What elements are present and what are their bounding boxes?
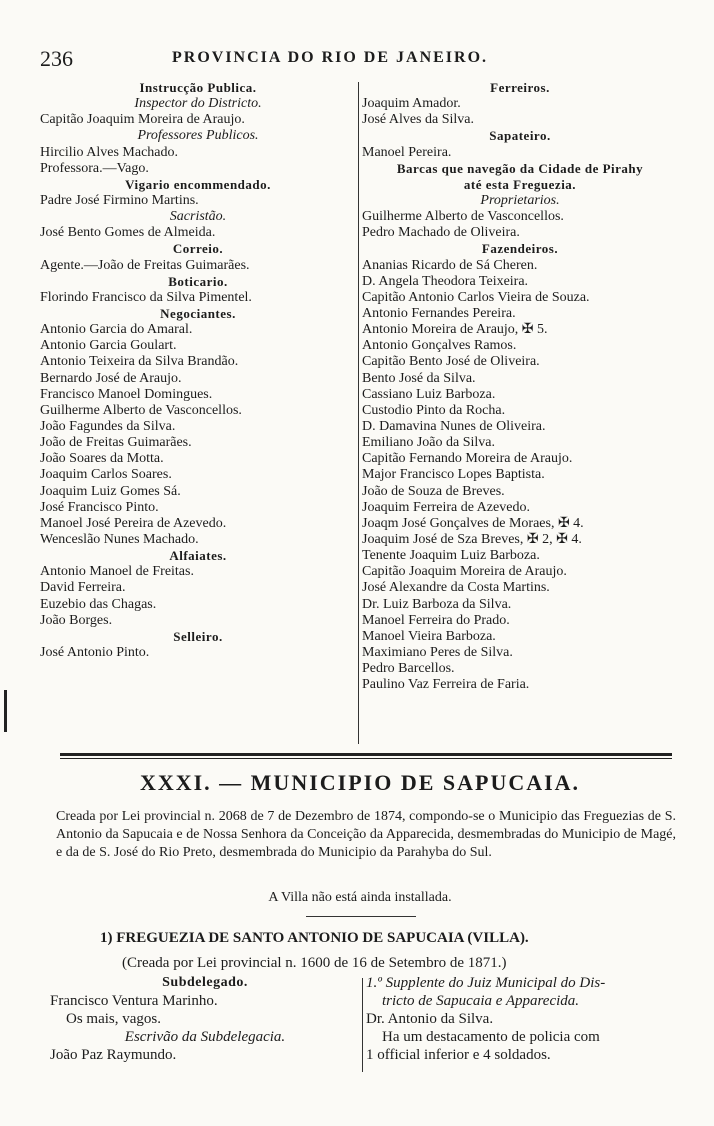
left-entry: João de Freitas Guimarães. (40, 435, 192, 451)
section-title: XXXI. — MUNICIPIO DE SAPUCAIA. (139, 770, 581, 795)
left-entry: Euzebio das Chagas. (40, 596, 157, 612)
right-section-heading: Ferreiros. (490, 80, 550, 95)
right-entry: Capitão Fernando Moreira de Araujo. (362, 451, 573, 467)
right-entry: Manoel Pereira. (362, 144, 452, 160)
right-entry: Antonio Fernandes Pereira. (362, 305, 516, 321)
right-entry: Capitão Bento José de Oliveira. (362, 354, 540, 370)
left-entry: Florindo Francisco da Silva Pimentel. (40, 289, 252, 305)
short-rule (306, 916, 416, 917)
right-entry: Capitão Joaquim Moreira de Araujo. (362, 564, 567, 580)
left-entry: José Bento Gomes de Almeida. (40, 225, 216, 241)
subdelegado-heading: Subdelegado. (162, 975, 248, 990)
right-entry: Capitão Antonio Carlos Vieira de Souza. (362, 289, 590, 305)
section-rule-thin (60, 758, 672, 759)
right-entry: Manoel Ferreira do Prado. (362, 612, 510, 628)
right-entry: Joaquim Amador. (362, 96, 461, 112)
left-section-heading: Negociantes. (160, 305, 236, 321)
right-section-heading: Fazendeiros. (481, 241, 559, 257)
right-subheading: Proprietarios. (480, 192, 560, 208)
left-entry: Antonio Teixeira da Silva Brandão. (40, 354, 239, 370)
parish-subtitle: (Creada por Lei provincial n. 1600 de 16 de Setembro de 1871.) (122, 955, 507, 971)
right-entry: Major Francisco Lopes Baptista. (362, 467, 545, 483)
right-column (362, 80, 678, 693)
right-entry: João de Souza de Breves. (362, 483, 505, 499)
supplente-line-2: tricto de Sapucaia e Apparecida. (382, 993, 580, 1009)
right-entry: Ananias Ricardo de Sá Cheren. (362, 257, 538, 273)
left-entry: Joaquim Luiz Gomes Sá. (40, 483, 181, 499)
escrivao-name: João Paz Raymundo. (50, 1047, 177, 1063)
parish-right-column (366, 974, 680, 1064)
right-entry: D. Damavina Nunes de Oliveira. (362, 418, 546, 434)
left-entry: José Francisco Pinto. (40, 499, 159, 515)
left-column (40, 80, 356, 661)
left-entry: Antonio Garcia Goulart. (40, 338, 177, 354)
others-vacant: Os mais, vagos. (66, 1011, 161, 1027)
escrivao-heading: Escrivão da Subdelegacia. (124, 1029, 286, 1045)
parish-left-column (50, 974, 360, 1064)
right-entry: Custodio Pinto da Rocha. (362, 402, 506, 418)
right-entry: José Alexandre da Costa Martins. (362, 580, 550, 596)
left-entry: Guilherme Alberto de Vasconcellos. (40, 402, 242, 418)
left-section-heading: Vigario encommendado. (125, 176, 271, 192)
left-entry: Wenceslão Nunes Machado. (40, 531, 199, 547)
right-entry: Antonio Gonçalves Ramos. (362, 338, 517, 354)
supplente-name: Dr. Antonio da Silva. (366, 1011, 494, 1027)
right-entry: Cassiano Luiz Barboza. (362, 386, 496, 402)
right-entry: Joaquim José de Sza Breves, ✠ 2, ✠ 4. (362, 531, 582, 547)
left-section-heading: Instrucção Publica. (139, 80, 257, 95)
left-entry: João Soares da Motta. (40, 451, 164, 467)
section-rule-thick (60, 753, 672, 756)
left-section-heading: Alfaiates. (169, 548, 227, 564)
right-entry: Maximiano Peres de Silva. (362, 644, 513, 660)
column-divider (358, 82, 359, 744)
left-entry: Agente.—João de Freitas Guimarães. (40, 257, 250, 273)
right-entry: D. Angela Theodora Teixeira. (362, 273, 529, 289)
left-entry: Bernardo José de Araujo. (40, 370, 182, 386)
left-entry: João Borges. (40, 612, 113, 628)
page-number: 236 (40, 46, 73, 71)
parish-column-divider (362, 978, 363, 1072)
left-subheading: Sacristão. (169, 209, 227, 225)
right-entry: Guilherme Alberto de Vasconcellos. (362, 209, 564, 225)
right-section-heading: até esta Freguezia. (463, 176, 577, 192)
right-entry: Joaquim Ferreira de Azevedo. (362, 499, 530, 515)
right-entry: Joaqm José Gonçalves de Moraes, ✠ 4. (362, 515, 584, 531)
left-entry: Joaquim Carlos Soares. (40, 467, 172, 483)
right-entry: Pedro Machado de Oliveira. (362, 225, 520, 241)
right-section-heading: Sapateiro. (489, 128, 551, 144)
right-entry: Dr. Luiz Barboza da Silva. (362, 596, 512, 612)
left-entry: Manoel José Pereira de Azevedo. (40, 515, 227, 531)
page-header (40, 46, 680, 70)
police-line-2: 1 official inferior e 4 soldados. (366, 1047, 551, 1063)
left-subheading: Inspector do Districto. (134, 96, 262, 112)
left-section-heading: Boticario. (168, 273, 228, 289)
supplente-line-1: 1.º Supplente do Juiz Municipal do Dis- (366, 975, 606, 991)
police-line-1: Ha um destacamento de policia com (382, 1029, 600, 1045)
left-entry: José Antonio Pinto. (40, 644, 150, 660)
left-entry: Professora.—Vago. (40, 160, 149, 176)
left-section-heading: Selleiro. (173, 628, 223, 644)
left-entry: Antonio Manoel de Freitas. (40, 564, 194, 580)
subdelegado-name: Francisco Ventura Marinho. (50, 993, 218, 1009)
villa-note: A Villa não está ainda installada. (268, 890, 452, 905)
left-entry: Padre José Firmino Martins. (40, 192, 199, 208)
left-section-heading: Correio. (172, 241, 224, 257)
right-entry: Emiliano João da Silva. (362, 435, 495, 451)
right-entry: Paulino Vaz Ferreira de Faria. (362, 677, 530, 693)
left-entry: Hircilio Alves Machado. (40, 144, 179, 160)
margin-mark (4, 690, 7, 732)
right-entry: Bento José da Silva. (362, 370, 476, 386)
left-subheading: Professores Publicos. (137, 128, 259, 144)
right-section-heading: Barcas que navegão da Cidade de Pirahy (396, 160, 644, 176)
parish-title: 1) FREGUEZIA DE SANTO ANTONIO DE SAPUCAIA (VILLA). (100, 930, 529, 946)
left-entry: João Fagundes da Silva. (40, 418, 176, 434)
right-entry: Antonio Moreira de Araujo, ✠ 5. (362, 322, 548, 338)
right-entry: Pedro Barcellos. (362, 661, 455, 677)
running-title: PROVINCIA DO RIO DE JANEIRO. (172, 49, 489, 66)
right-entry: Tenente Joaquim Luiz Barboza. (362, 548, 540, 564)
right-entry: Manoel Vieira Barboza. (362, 628, 496, 644)
right-entry: José Alves da Silva. (362, 112, 474, 128)
section-paragraph: Creada por Lei provincial n. 2068 de 7 de Dezembro de 1874, compondo-se o Municipio das Freguezias de S. Antonio da Sapucaia e de Nossa Senhora da Conceição da Apparecida, desmembradas do Municipio de Magé, e da de S. José do Rio Preto, desmembrada do Municipio da Parahyba do Sul. (56, 809, 676, 860)
left-entry: Antonio Garcia do Amaral. (40, 322, 193, 338)
left-entry: David Ferreira. (40, 580, 126, 596)
left-entry: Francisco Manoel Domingues. (40, 386, 213, 402)
left-entry: Capitão Joaquim Moreira de Araujo. (40, 112, 245, 128)
